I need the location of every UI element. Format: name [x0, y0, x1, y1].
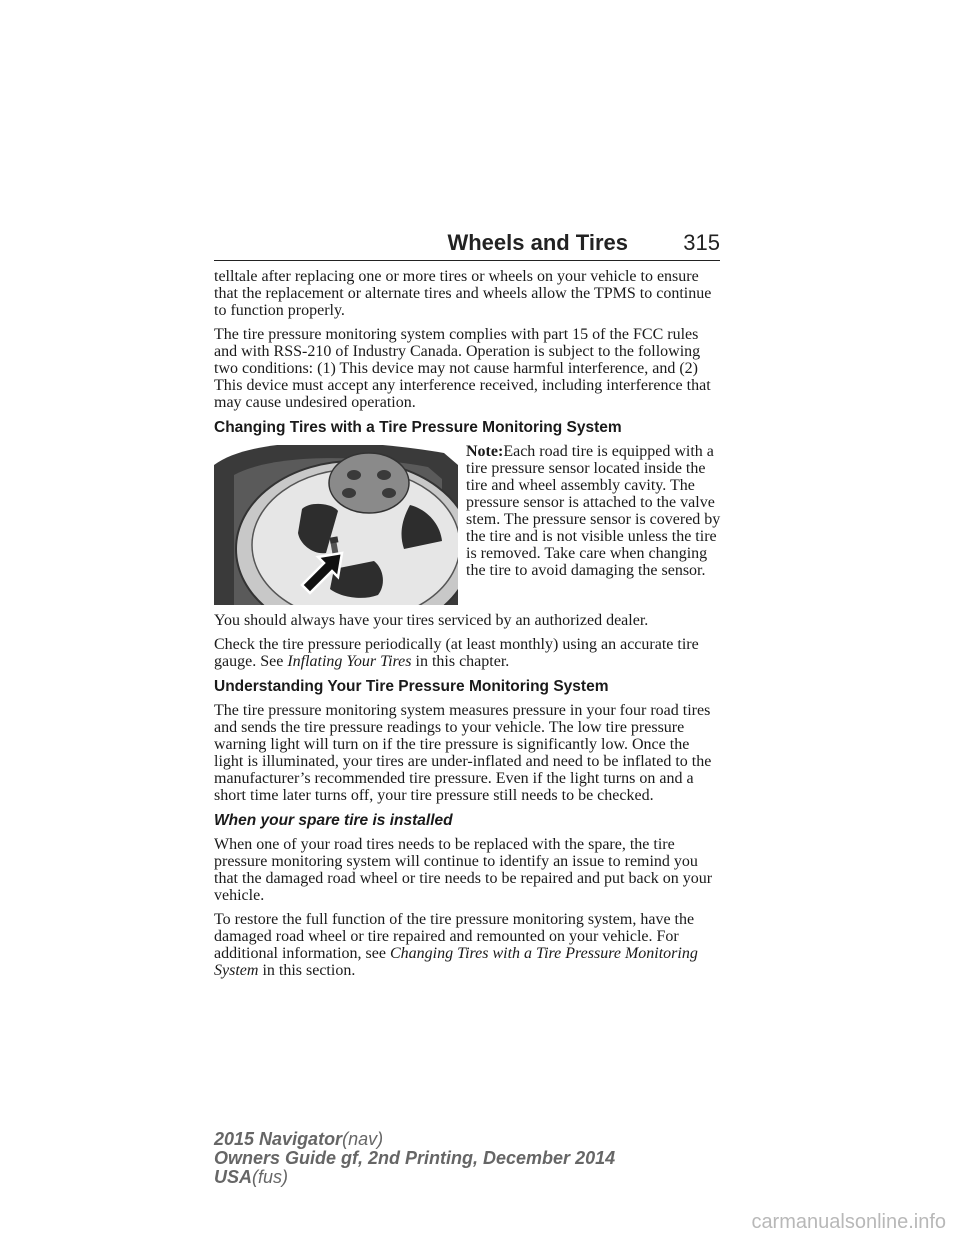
page-header: [214, 228, 720, 261]
footer-guide-line: Owners Guide gf, 2nd Printing, December 2014: [214, 1148, 616, 1168]
footer-model-line: 2015 Navigator(nav): [214, 1129, 384, 1149]
paragraph-telltale: telltale after replacing one or more tires or wheels on your vehicle to ensure that the replacement or alternate tires and wheels allow the TPMS to continue to function properly.: [214, 268, 712, 319]
cross-reference-inflating: Inflating Your Tires: [287, 653, 412, 670]
section-title: Wheels and Tires: [447, 230, 628, 255]
note-body: Each road tire is equipped with a tire pressure sensor located inside the tire and wheel assembly cavity. The pressure sensor is attached to the valve stem. The pressure sensor is covered by the tire and is not visible unless the tire is removed. Take care when changing the tire to avoid damaging the sensor.: [466, 443, 721, 579]
note-sensor: [466, 443, 722, 579]
wheel-valve-stem-illustration: [214, 445, 458, 605]
paragraph-spare-replace: When one of your road tires needs to be replaced with the spare, the tire pressure monitoring system will continue to identify an issue to remind you that the damaged road wheel or tire needs to be repaired and put back on your vehicle.: [214, 836, 713, 904]
paragraph-dealer: You should always have your tires serviced by an authorized dealer.: [214, 612, 649, 629]
paragraph-restore: To restore the full function of the tire pressure monitoring system, have the damaged road wheel or tire repaired and remounted on your vehicle. For additional information, see Changing Tires with a Tire Pressure Monitoring System in this section.: [214, 911, 698, 979]
paragraph-fcc: The tire pressure monitoring system complies with part 15 of the FCC rules and with RSS-210 of Industry Canada. Operation is subject to the following two conditions: (1) This device may not cause harmful interference, and (2) This device must accept any interference received, including interference that may cause undesired operation.: [214, 326, 711, 411]
watermark: carmanualsonline.info: [751, 1211, 946, 1233]
cross-reference-changing-tires: Changing Tires with a Tire Pressure Monitoring System: [214, 945, 698, 979]
paragraph-check-pressure: Check the tire pressure periodically (at least monthly) using an accurate tire gauge. See Inflating Your Tires in this chapter.: [214, 636, 699, 670]
paragraph-tpms-measures: The tire pressure monitoring system measures pressure in your four road tires and sends the tire pressure readings to your vehicle. The low tire pressure warning light will turn on if the tire pressure is significantly low. Once the light is illuminated, your tires are under-inflated and need to be inflated to the manufacturer’s recommended tire pressure. Even if the light turns on and a short time later turns off, your tire pressure still needs to be checked.: [214, 702, 712, 804]
page-number: 315: [683, 230, 720, 255]
note-label: Note:: [466, 443, 504, 460]
note-with-figure: [214, 443, 722, 605]
heading-spare-tire: When your spare tire is installed: [214, 812, 453, 829]
footer-market-line: USA(fus): [214, 1167, 289, 1187]
heading-changing-tires: Changing Tires with a Tire Pressure Monitoring System: [214, 419, 622, 436]
page-content: [214, 268, 722, 986]
page-footer: [214, 1130, 615, 1187]
heading-understanding-tpms: Understanding Your Tire Pressure Monitoring System: [214, 678, 609, 695]
